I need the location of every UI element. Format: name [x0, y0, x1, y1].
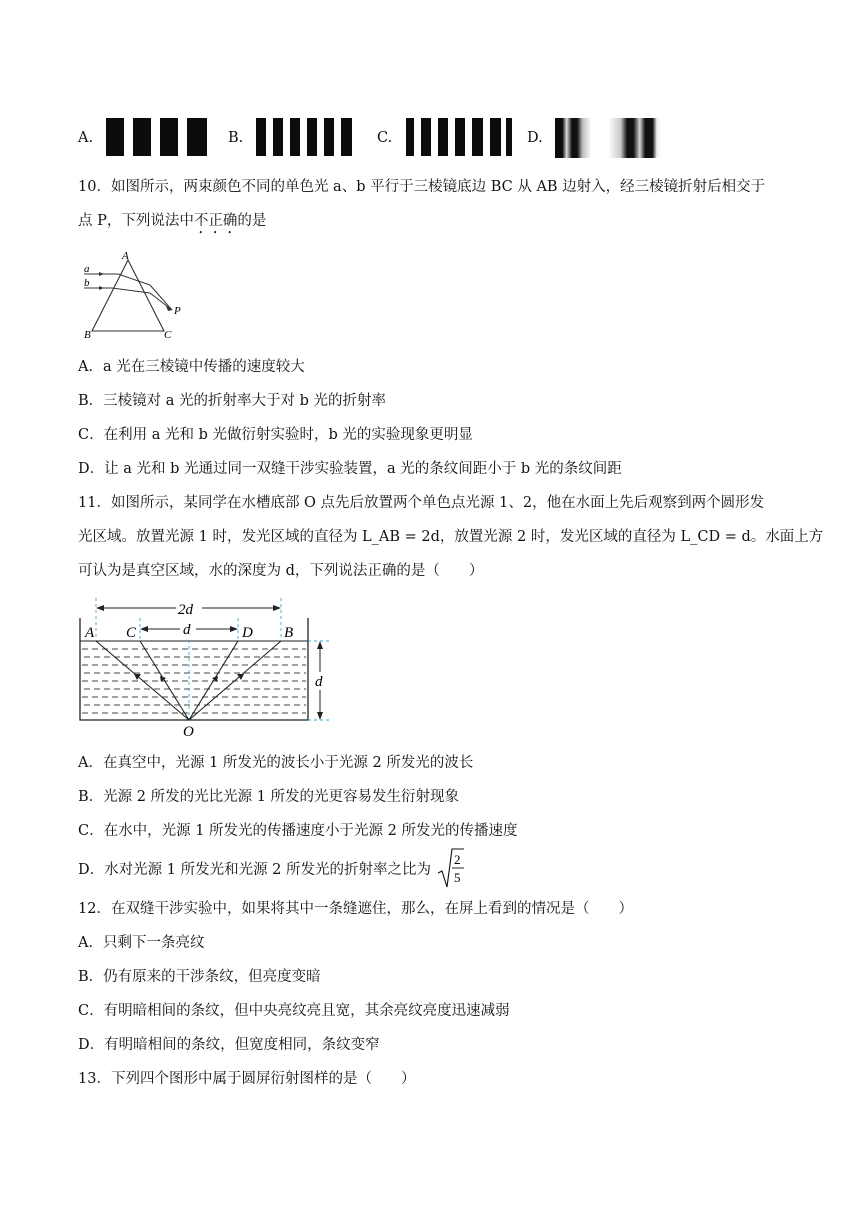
q10-stem-line1: 10．如图所示，两束颜色不同的单色光 a、b 平行于三棱镜底边 BC 从 AB 边射入，经三棱镜折射后相交于 — [78, 179, 766, 195]
ratio-denominator: 5 — [454, 870, 461, 885]
q11-water-tank-figure — [74, 596, 344, 738]
ratio-numerator: 2 — [454, 852, 461, 867]
q10-prism-figure — [78, 248, 198, 344]
q10-stem-pre: 点 P，下列说法中 — [78, 213, 194, 229]
q12-option-b: B．仍有原来的干涉条纹，但亮度变暗 — [78, 969, 321, 985]
q12-option-d: D．有明暗相间的条纹，但宽度相同，条纹变窄 — [78, 1037, 380, 1053]
q11-option-c: C．在水中，光源 1 所发光的传播速度小于光源 2 所发光的传播速度 — [78, 823, 518, 839]
q13-stem: 13．下列四个图形中属于圆屏衍射图样的是（ ） — [78, 1071, 416, 1087]
label-d-depth: d — [315, 674, 323, 690]
label-C: C — [126, 625, 137, 641]
q10-stem-emphasis: 不正确 — [193, 213, 238, 229]
q10-stem-post: 的是 — [237, 213, 267, 229]
label-D: D — [242, 625, 253, 641]
option-c-fringe-image — [405, 118, 513, 156]
q11-stem-line2: 光区域。放置光源 1 时，发光区域的直径为 L_AB = 2d，放置光源 2 时，发光区域的直径为 L_CD = d。水面上方 — [78, 529, 824, 545]
q10-option-a: A．a 光在三棱镜中传播的速度较大 — [78, 359, 305, 375]
option-b-fringe-image — [255, 118, 354, 156]
prism-label-B: B — [84, 329, 91, 341]
option-d-diffraction-image — [555, 118, 661, 158]
q11-option-d: D．水对光源 1 所发光和光源 2 所发光的折射率之比为 — [78, 862, 432, 878]
option-b-label: B. — [228, 130, 244, 146]
option-a-fringe-image — [104, 118, 210, 156]
label-A: A — [85, 625, 95, 641]
ray-label-b: b — [84, 277, 90, 289]
ray-label-a: a — [84, 263, 90, 275]
label-d-top: d — [183, 622, 191, 638]
q10-option-d: D．让 a 光和 b 光通过同一双缝干涉实验装置，a 光的条纹间距小于 b 光的条纹间距 — [78, 461, 622, 477]
q12-option-a: A．只剩下一条亮纹 — [78, 935, 205, 951]
q10-option-b: B．三棱镜对 a 光的折射率大于对 b 光的折射率 — [78, 393, 387, 409]
q11-stem-line3: 可认为是真空区域，水的深度为 d，下列说法正确的是（ ） — [78, 563, 484, 579]
q10-stem-line2 — [78, 210, 266, 237]
q10-option-c: C．在利用 a 光和 b 光做衍射实验时，b 光的实验现象更明显 — [78, 427, 473, 443]
label-O: O — [183, 724, 194, 738]
label-2d: 2d — [178, 602, 193, 618]
q11-stem-line1: 11．如图所示，某同学在水槽底部 O 点先后放置两个单色点光源 1、2，他在水面上先后观察到两个圆形发 — [78, 495, 765, 511]
q12-stem: 12．在双缝干涉实验中，如果将其中一条缝遮住，那么，在屏上看到的情况是（ ） — [78, 901, 633, 917]
point-label-P: P — [174, 305, 181, 317]
prism-label-A: A — [122, 250, 129, 262]
option-c-label: C. — [377, 130, 393, 146]
option-d-label: D. — [527, 130, 543, 146]
q11-option-a: A．在真空中，光源 1 所发光的波长小于光源 2 所发光的波长 — [78, 755, 474, 771]
q11-option-b: B．光源 2 所发的光比光源 1 所发的光更容易发生衍射现象 — [78, 789, 460, 805]
label-B: B — [284, 625, 294, 641]
q12-option-c: C．有明暗相间的条纹，但中央亮纹亮且宽，其余亮纹亮度迅速减弱 — [78, 1003, 510, 1019]
option-a-label: A. — [78, 130, 94, 146]
sqrt-two-fifths — [437, 847, 465, 891]
prism-label-C: C — [164, 329, 172, 341]
